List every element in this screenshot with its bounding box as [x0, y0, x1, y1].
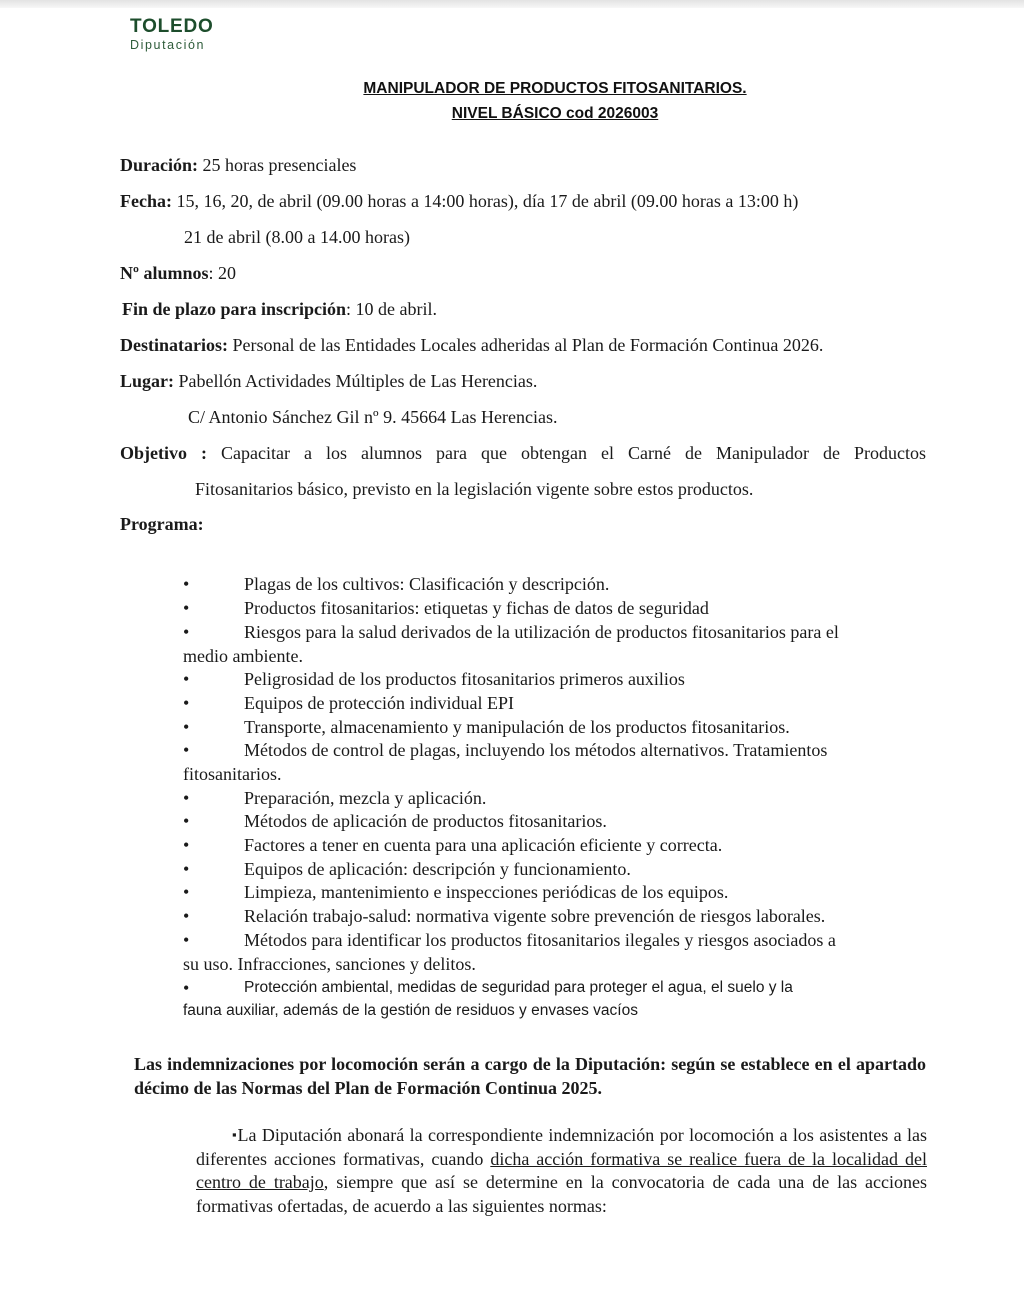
objetivo-value: Capacitar a los alumnos para que obtengan el Carné de Manipulador de Productos [207, 443, 926, 463]
square-bullet-icon: ▪ [232, 1127, 238, 1142]
list-item: Factores a tener en cuenta para una aplicación eficiente y correcta. [244, 835, 723, 855]
list-item: Protección ambiental, medidas de seguridad para proteger el agua, el suelo y la [244, 979, 793, 996]
bullet-icon: • [183, 598, 190, 618]
bullet-icon: • [183, 906, 190, 926]
logo-sub-text: Diputación [130, 38, 206, 52]
bullet-icon: • [183, 693, 190, 713]
bullet-icon: • [183, 788, 190, 808]
alumnos-value: : 20 [208, 263, 236, 283]
bullet-icon: • [183, 835, 190, 855]
destinatarios-value: Personal de las Entidades Locales adheridas al Plan de Formación Continua 2026. [227, 335, 824, 355]
list-item-continuation: fauna auxiliar, además de la gestión de residuos y envases vacíos [183, 1002, 638, 1019]
objetivo-label: Objetivo : [120, 443, 207, 463]
list-item: Equipos de aplicación: descripción y funcionamiento. [244, 859, 631, 879]
field-lugar [120, 370, 537, 392]
list-item-continuation: su uso. Infracciones, sanciones y delitos. [183, 954, 476, 974]
bullet-icon: • [183, 574, 190, 594]
fecha-value-line2: 21 de abril (8.00 a 14.00 horas) [184, 227, 410, 247]
bullet-icon: • [183, 669, 190, 689]
list-item: Equipos de protección individual EPI [244, 693, 514, 713]
indemnizaciones-paragraph [196, 1123, 927, 1218]
paragraph-text-underlined: dicha acción formativa se realice fuera de la localidad del centro de trabajo [196, 1148, 927, 1192]
paragraph-text-a: La Diputación abonará la correspondiente indemnización por locomoción a los asistentes a las diferentes acciones formativas, cuando [196, 1125, 928, 1169]
plazo-label: Fin de plazo para inscripción [122, 299, 347, 319]
programa-heading: Programa: [120, 514, 204, 534]
objetivo-value-line2: Fitosanitarios básico, previsto en la legislación vigente sobre estos productos. [195, 479, 754, 499]
field-fecha [120, 190, 798, 212]
fecha-value: 15, 16, 20, de abril (09.00 horas a 14:00 horas), día 17 de abril (09.00 horas a 13:00 h) [171, 191, 799, 211]
fecha-label: Fecha: [120, 191, 172, 211]
list-item: Productos fitosanitarios: etiquetas y fichas de datos de seguridad [244, 598, 709, 618]
field-duracion [120, 154, 356, 176]
field-destinatarios [120, 334, 823, 356]
field-objetivo [120, 442, 926, 464]
lugar-value-line2: C/ Antonio Sánchez Gil nº 9. 45664 Las Herencias. [188, 407, 558, 427]
duracion-value: 25 horas presenciales [198, 155, 357, 175]
bullet-icon: • [183, 978, 190, 998]
alumnos-label: Nº alumnos [120, 263, 209, 283]
list-item: Métodos de aplicación de productos fitosanitarios. [244, 811, 607, 831]
list-item: Preparación, mezcla y aplicación. [244, 788, 487, 808]
bullet-icon: • [183, 740, 190, 760]
document-title-line2: NIVEL BÁSICO cod 2026003 [451, 105, 659, 122]
list-item-continuation: medio ambiente. [183, 646, 303, 666]
list-item: Peligrosidad de los productos fitosanitarios primeros auxilios [244, 669, 685, 689]
duracion-label: Duración: [120, 155, 198, 175]
field-plazo [122, 298, 437, 320]
bullet-icon: • [183, 882, 190, 902]
paragraph-text-b: , siempre que así se determine en la convocatoria de cada una de las acciones formativas ofertadas, de acuerdo a las siguientes normas: [196, 1172, 928, 1216]
list-item: Plagas de los cultivos: Clasificación y descripción. [244, 574, 610, 594]
destinatarios-label: Destinatarios: [120, 335, 228, 355]
lugar-value: Pabellón Actividades Múltiples de Las Herencias. [174, 371, 538, 391]
top-edge [0, 0, 1024, 8]
toledo-logo [130, 16, 214, 52]
list-item: Limpieza, mantenimiento e inspecciones periódicas de los equipos. [244, 882, 729, 902]
list-item: Relación trabajo-salud: normativa vigente sobre prevención de riesgos laborales. [244, 906, 826, 926]
list-item: Transporte, almacenamiento y manipulación de los productos fitosanitarios. [244, 717, 790, 737]
bullet-icon: • [183, 930, 190, 950]
bullet-icon: • [183, 622, 190, 642]
logo-main-text: TOLEDO [130, 16, 214, 37]
list-item-continuation: fitosanitarios. [183, 764, 282, 784]
field-alumnos [120, 262, 236, 284]
bullet-icon: • [183, 859, 190, 879]
indemnizaciones-heading: Las indemnizaciones por locomoción serán a cargo de la Diputación: según se establece en el apartado décimo de las Normas del Plan de Formación Continua 2025. [134, 1054, 926, 1098]
bullet-icon: • [183, 717, 190, 737]
document-title-line1: MANIPULADOR DE PRODUCTOS FITOSANITARIOS. [363, 80, 747, 97]
list-item: Métodos de control de plagas, incluyendo los métodos alternativos. Tratamientos [244, 740, 828, 760]
bullet-icon: • [183, 811, 190, 831]
list-item: Riesgos para la salud derivados de la utilización de productos fitosanitarios para el [244, 622, 839, 642]
list-item: Métodos para identificar los productos fitosanitarios ilegales y riesgos asociados a [244, 930, 836, 950]
plazo-value: : 10 de abril. [346, 299, 437, 319]
lugar-label: Lugar: [120, 371, 174, 391]
